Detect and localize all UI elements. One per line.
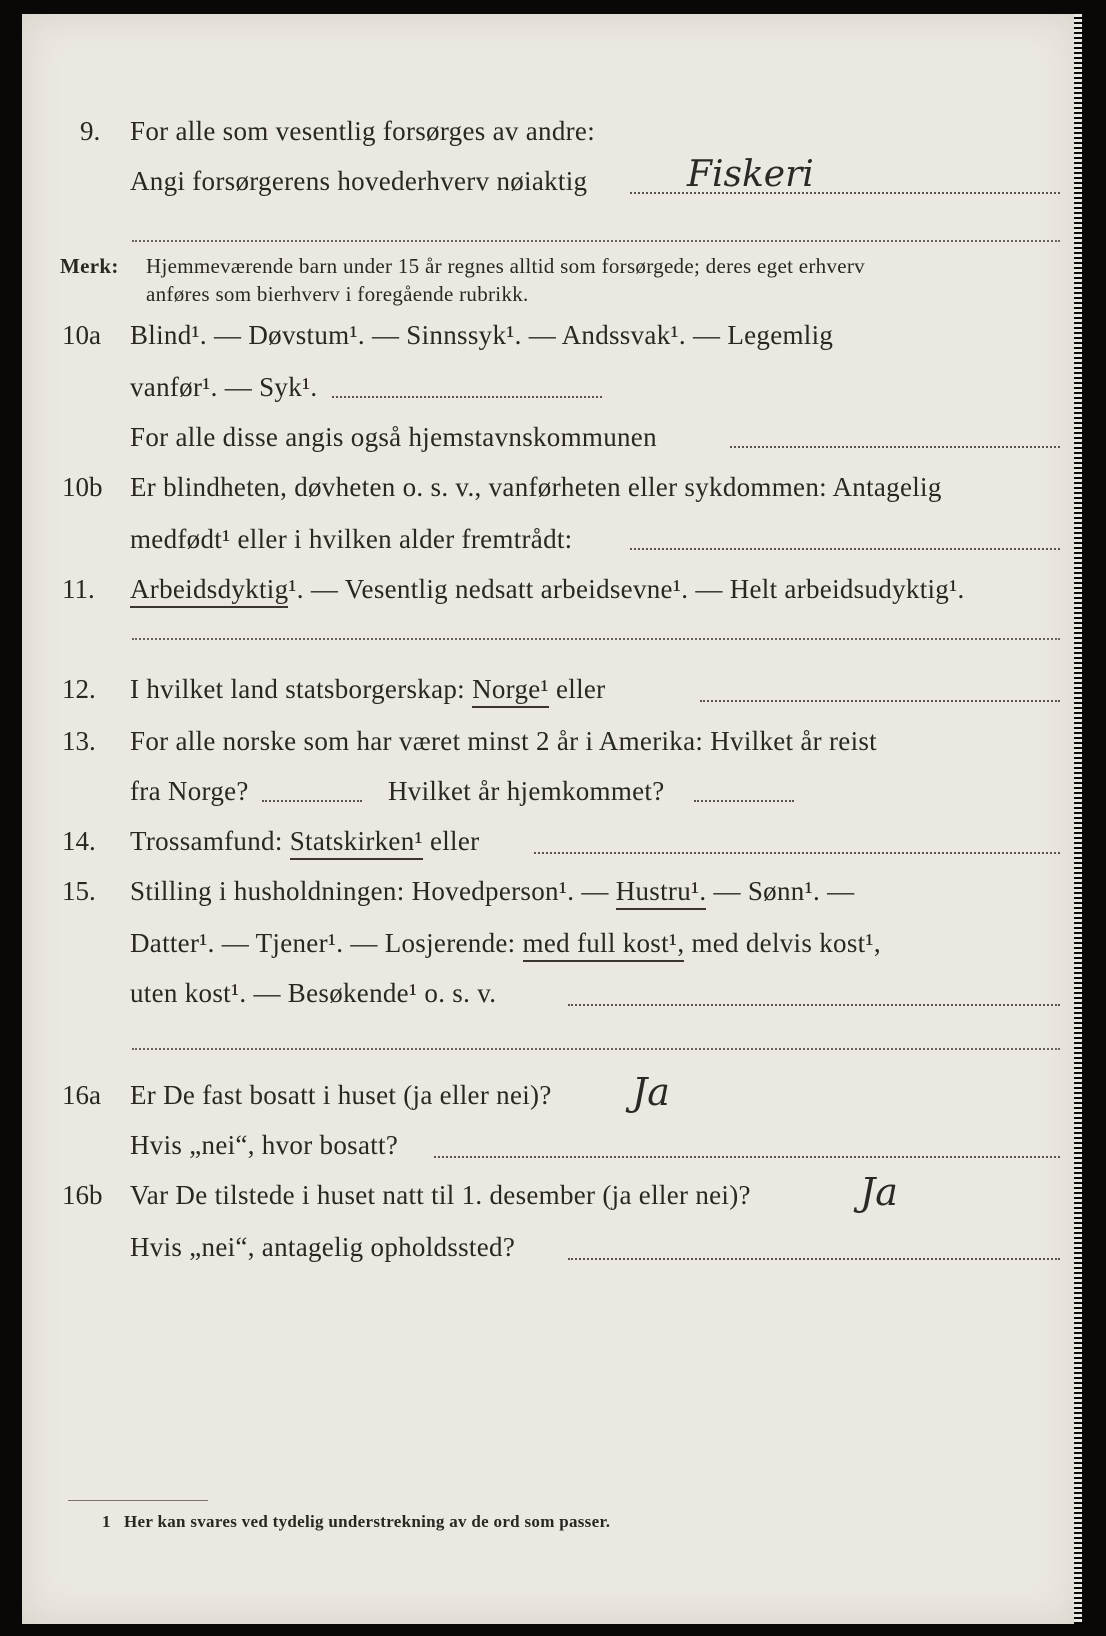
merk-label: Merk: — [60, 254, 119, 278]
q15-line1 — [130, 876, 854, 907]
q16a-handwritten-answer: Ja — [632, 1070, 670, 1114]
q10a-line2: vanfør¹. — Syk¹. — [130, 372, 318, 402]
q10a-number: 10a — [62, 320, 101, 350]
q11-rest: ¹. — Vesentlig nedsatt arbeidsevne¹. — Helt arbeidsudyktig¹. — [288, 574, 965, 604]
q12-line — [130, 674, 605, 705]
merk-line1: Hjemmeværende barn under 15 år regnes alltid som forsørgede; deres eget erhverv — [146, 254, 865, 278]
q16b-line1: Var De tilstede i huset natt til 1. desember (ja eller nei)? — [130, 1180, 751, 1210]
q10b-line1: Er blindheten, døvheten o. s. v., vanførheten eller sykdommen: Antagelig — [130, 472, 942, 502]
q16a-answer-line — [434, 1156, 1060, 1158]
q10b-line2: medfødt¹ eller i hvilken alder fremtrådt: — [130, 524, 573, 554]
q13-hjem-line — [694, 800, 794, 802]
q9-handwritten-answer: Fiskeri — [687, 154, 814, 195]
q15-line1-pre: Stilling i husholdningen: Hovedperson¹. — — [130, 876, 609, 906]
q16b-answer-line — [568, 1258, 1060, 1260]
q10a-line1: Blind¹. — Døvstum¹. — Sinnssyk¹. — Andssvak¹. — Legemlig — [130, 320, 834, 350]
q10b-answer-line — [630, 548, 1060, 550]
footnote-rule — [68, 1500, 208, 1501]
q15-line2 — [130, 928, 881, 959]
q14-answer-line — [534, 852, 1060, 854]
q13-line2b: Hvilket år hjemkommet? — [388, 776, 665, 806]
q11-underlined-answer: Arbeidsdyktig — [130, 574, 288, 608]
q15-line2-post: med delvis kost¹, — [691, 928, 881, 958]
q16a-line2: Hvis „nei“, hvor bosatt? — [130, 1130, 399, 1160]
q10a-line3: For alle disse angis også hjemstavnskommunen — [130, 422, 657, 452]
q9-number: 9. — [80, 116, 101, 146]
q12-answer-line — [700, 700, 1060, 702]
q11-separator — [132, 638, 1060, 640]
q10b-number: 10b — [62, 472, 103, 502]
q11-number: 11. — [62, 574, 95, 604]
q15-separator — [132, 1048, 1060, 1050]
q12-question: I hvilket land statsborgerskap: — [130, 674, 465, 704]
q12-number: 12. — [62, 674, 96, 704]
q14-line — [130, 826, 479, 857]
q16b-line2: Hvis „nei“, antagelig opholdssted? — [130, 1232, 516, 1262]
q16a-line1: Er De fast bosatt i huset (ja eller nei)? — [130, 1080, 552, 1110]
q14-number: 14. — [62, 826, 96, 856]
q15-number: 15. — [62, 876, 96, 906]
merk-line2: anføres som bierhverv i foregående rubrikk. — [146, 282, 529, 306]
q13-reist-line — [262, 800, 362, 802]
q11-line — [130, 574, 965, 605]
q15-underlined-hustru: Hustru¹. — [616, 876, 707, 910]
q14-post: eller — [429, 826, 480, 856]
q16b-number: 16b — [62, 1180, 103, 1210]
q16b-handwritten-answer: Ja — [860, 1170, 898, 1214]
q10a-syk-line — [332, 396, 602, 398]
footnote-text: Her kan svares ved tydelig understrekning av de ord som passer. — [124, 1512, 611, 1531]
q15-line2-pre: Datter¹. — Tjener¹. — Losjerende: — [130, 928, 516, 958]
q13-line1: For alle norske som har været minst 2 år i Amerika: Hvilket år reist — [130, 726, 877, 756]
q13-line2a: fra Norge? — [130, 776, 249, 806]
q10a-kommune-line — [730, 446, 1060, 448]
q15-line1-post: — Sønn¹. — — [713, 876, 855, 906]
q14-underlined-answer: Statskirken¹ — [290, 826, 423, 860]
q14-question: Trossamfund: — [130, 826, 283, 856]
footnote-mark: 1 — [102, 1512, 111, 1531]
q12-post: eller — [556, 674, 606, 704]
q9-line2: Angi forsørgerens hovederhverv nøiaktig — [130, 166, 588, 196]
q15-answer-line — [568, 1004, 1060, 1006]
q16a-number: 16a — [62, 1080, 101, 1110]
census-form-page — [22, 14, 1078, 1624]
q13-number: 13. — [62, 726, 96, 756]
q12-underlined-answer: Norge¹ — [472, 674, 549, 708]
q9-line1: For alle som vesentlig forsørges av andre: — [130, 116, 595, 146]
q15-underlined-full-kost: med full kost¹, — [523, 928, 685, 962]
q15-line3: uten kost¹. — Besøkende¹ o. s. v. — [130, 978, 497, 1008]
q9-separator — [132, 240, 1060, 242]
